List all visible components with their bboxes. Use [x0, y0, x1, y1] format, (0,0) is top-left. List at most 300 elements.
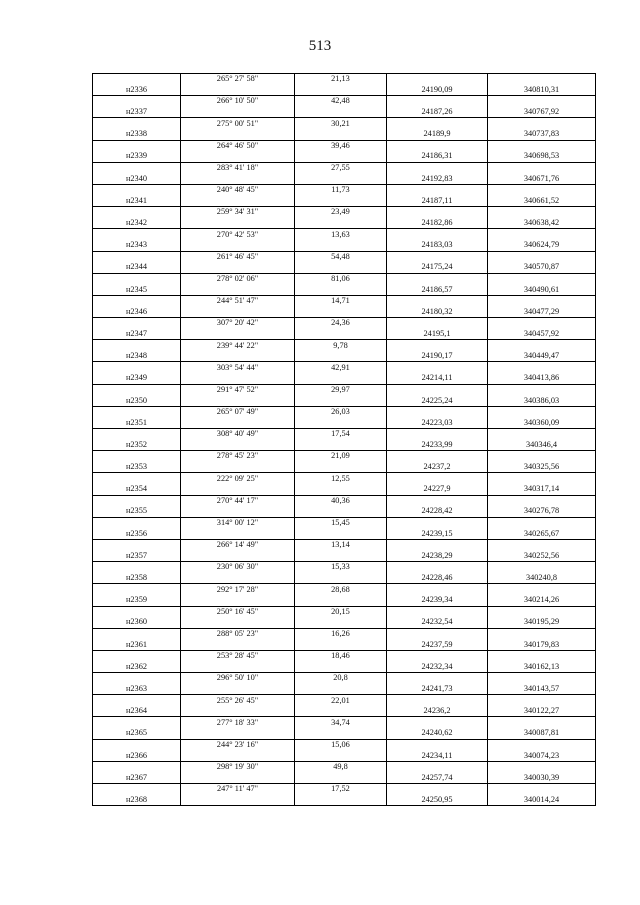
segment-row [93, 495, 596, 506]
empty-cell [387, 606, 488, 617]
empty-cell [181, 129, 295, 140]
coord-y: 340265,67 [488, 528, 596, 539]
coord-y: 340360,09 [488, 417, 596, 428]
empty-cell [295, 395, 387, 406]
empty-cell [488, 451, 596, 462]
empty-cell [387, 251, 488, 262]
empty-cell [295, 373, 387, 384]
point-name: н2362 [93, 661, 181, 672]
point-name: н2358 [93, 573, 181, 584]
empty-cell [387, 118, 488, 129]
empty-cell [488, 384, 596, 395]
coord-x: 24192,83 [387, 173, 488, 184]
empty-cell [295, 151, 387, 162]
empty-cell [387, 761, 488, 772]
direction-angle: 239° 44' 22" [181, 340, 295, 351]
empty-cell [295, 772, 387, 783]
coord-x: 24227,9 [387, 484, 488, 495]
empty-cell [387, 784, 488, 795]
empty-cell [295, 107, 387, 118]
direction-angle: 270° 42' 53" [181, 229, 295, 240]
point-name: н2346 [93, 306, 181, 317]
point-row [93, 329, 596, 340]
point-name: н2355 [93, 506, 181, 517]
empty-cell [181, 506, 295, 517]
coord-x: 24241,73 [387, 684, 488, 695]
empty-cell [93, 761, 181, 772]
coord-y: 340490,61 [488, 284, 596, 295]
empty-cell [488, 74, 596, 85]
page-number: 513 [308, 38, 332, 54]
coord-x: 24232,54 [387, 617, 488, 628]
direction-angle: 222° 09' 25" [181, 473, 295, 484]
segment-length: 14,71 [295, 295, 387, 306]
empty-cell [181, 240, 295, 251]
point-name: н2356 [93, 528, 181, 539]
coord-x: 24190,09 [387, 85, 488, 96]
point-row [93, 684, 596, 695]
point-name: н2349 [93, 373, 181, 384]
direction-angle: 265° 27' 58" [181, 74, 295, 85]
coord-y: 340671,76 [488, 173, 596, 184]
coord-x: 24257,74 [387, 772, 488, 783]
coordinates-table [92, 73, 596, 806]
direction-angle: 266° 10' 50" [181, 96, 295, 107]
empty-cell [93, 695, 181, 706]
point-name: н2364 [93, 706, 181, 717]
coord-y: 340122,27 [488, 706, 596, 717]
segment-row [93, 562, 596, 573]
coord-x: 24239,34 [387, 595, 488, 606]
empty-cell [181, 528, 295, 539]
empty-cell [488, 96, 596, 107]
empty-cell [181, 395, 295, 406]
empty-cell [93, 251, 181, 262]
empty-cell [93, 96, 181, 107]
point-row [93, 85, 596, 96]
empty-cell [181, 196, 295, 207]
point-row [93, 595, 596, 606]
segment-length: 15,06 [295, 739, 387, 750]
empty-cell [387, 162, 488, 173]
empty-cell [488, 784, 596, 795]
empty-cell [93, 451, 181, 462]
segment-length: 16,26 [295, 628, 387, 639]
empty-cell [181, 484, 295, 495]
empty-cell [181, 573, 295, 584]
empty-cell [387, 229, 488, 240]
coord-x: 24183,03 [387, 240, 488, 251]
coord-x: 24237,2 [387, 462, 488, 473]
point-name: н2341 [93, 196, 181, 207]
point-name: н2359 [93, 595, 181, 606]
direction-angle: 250° 16' 45" [181, 606, 295, 617]
empty-cell [93, 539, 181, 550]
point-name: н2352 [93, 440, 181, 451]
point-row [93, 506, 596, 517]
segment-length: 28,68 [295, 584, 387, 595]
direction-angle: 296° 50' 10" [181, 673, 295, 684]
empty-cell [387, 295, 488, 306]
segment-length: 40,36 [295, 495, 387, 506]
empty-cell [387, 584, 488, 595]
empty-cell [488, 273, 596, 284]
direction-angle: 253° 28' 45" [181, 650, 295, 661]
empty-cell [295, 129, 387, 140]
coord-y: 340240,8 [488, 573, 596, 584]
segment-length: 21,13 [295, 74, 387, 85]
point-name: н2367 [93, 772, 181, 783]
segment-row [93, 273, 596, 284]
segment-length: 26,03 [295, 406, 387, 417]
direction-angle: 264° 46' 50" [181, 140, 295, 151]
empty-cell [93, 606, 181, 617]
coord-y: 340162,13 [488, 661, 596, 672]
direction-angle: 244° 23' 16" [181, 739, 295, 750]
segment-length: 11,73 [295, 184, 387, 195]
point-name: н2354 [93, 484, 181, 495]
segment-length: 17,52 [295, 784, 387, 795]
empty-cell [295, 795, 387, 806]
direction-angle: 314° 00' 12" [181, 517, 295, 528]
segment-row [93, 207, 596, 218]
empty-cell [295, 528, 387, 539]
empty-cell [295, 173, 387, 184]
empty-cell [93, 273, 181, 284]
coord-y: 340179,83 [488, 639, 596, 650]
segment-row [93, 539, 596, 550]
coord-x: 24250,95 [387, 795, 488, 806]
segment-length: 20,8 [295, 673, 387, 684]
coord-y: 340624,79 [488, 240, 596, 251]
coord-x: 24187,26 [387, 107, 488, 118]
coord-x: 24187,11 [387, 196, 488, 207]
empty-cell [93, 584, 181, 595]
coord-x: 24239,15 [387, 528, 488, 539]
point-name: н2357 [93, 551, 181, 562]
direction-angle: 261° 46' 45" [181, 251, 295, 262]
segment-row [93, 406, 596, 417]
coord-x: 24234,11 [387, 750, 488, 761]
point-row [93, 218, 596, 229]
segment-row [93, 584, 596, 595]
point-row [93, 173, 596, 184]
segment-length: 42,91 [295, 362, 387, 373]
empty-cell [181, 661, 295, 672]
empty-cell [295, 417, 387, 428]
point-name: н2368 [93, 795, 181, 806]
direction-angle: 291° 47' 52" [181, 384, 295, 395]
coord-x: 24175,24 [387, 262, 488, 273]
segment-length: 20,15 [295, 606, 387, 617]
segment-row [93, 118, 596, 129]
empty-cell [93, 739, 181, 750]
empty-cell [488, 118, 596, 129]
segment-row [93, 650, 596, 661]
point-row [93, 462, 596, 473]
empty-cell [488, 650, 596, 661]
empty-cell [93, 562, 181, 573]
empty-cell [295, 462, 387, 473]
segment-length: 22,01 [295, 695, 387, 706]
empty-cell [93, 673, 181, 684]
empty-cell [295, 639, 387, 650]
empty-cell [93, 717, 181, 728]
empty-cell [93, 650, 181, 661]
point-row [93, 750, 596, 761]
coord-y: 340074,23 [488, 750, 596, 761]
segment-length: 13,14 [295, 539, 387, 550]
coord-y: 340346,4 [488, 440, 596, 451]
segment-row [93, 695, 596, 706]
empty-cell [295, 240, 387, 251]
empty-cell [181, 728, 295, 739]
segment-row [93, 318, 596, 329]
empty-cell [488, 251, 596, 262]
empty-cell [93, 162, 181, 173]
empty-cell [488, 628, 596, 639]
empty-cell [93, 340, 181, 351]
direction-angle: 240° 48' 45" [181, 184, 295, 195]
segment-row [93, 340, 596, 351]
segment-length: 24,36 [295, 318, 387, 329]
empty-cell [93, 473, 181, 484]
direction-angle: 278° 45' 23" [181, 451, 295, 462]
empty-cell [181, 373, 295, 384]
empty-cell [387, 562, 488, 573]
segment-row [93, 384, 596, 395]
empty-cell [181, 284, 295, 295]
point-row [93, 728, 596, 739]
direction-angle: 275° 00' 51" [181, 118, 295, 129]
point-row [93, 284, 596, 295]
point-name: н2366 [93, 750, 181, 761]
segment-length: 39,46 [295, 140, 387, 151]
empty-cell [295, 484, 387, 495]
empty-cell [93, 784, 181, 795]
empty-cell [93, 318, 181, 329]
segment-length: 34,74 [295, 717, 387, 728]
coord-x: 24189,9 [387, 129, 488, 140]
point-row [93, 661, 596, 672]
empty-cell [387, 628, 488, 639]
empty-cell [93, 184, 181, 195]
empty-cell [295, 706, 387, 717]
coord-y: 340767,92 [488, 107, 596, 118]
empty-cell [295, 506, 387, 517]
coord-y: 340143,57 [488, 684, 596, 695]
empty-cell [387, 273, 488, 284]
empty-cell [181, 617, 295, 628]
point-name: н2343 [93, 240, 181, 251]
coord-x: 24228,42 [387, 506, 488, 517]
direction-angle: 255° 26' 45" [181, 695, 295, 706]
coord-y: 340014,24 [488, 795, 596, 806]
point-row [93, 373, 596, 384]
segment-row [93, 74, 596, 85]
point-row [93, 351, 596, 362]
empty-cell [295, 218, 387, 229]
empty-cell [295, 617, 387, 628]
direction-angle: 288° 05' 23" [181, 628, 295, 639]
coord-y: 340276,78 [488, 506, 596, 517]
empty-cell [488, 340, 596, 351]
segment-row [93, 673, 596, 684]
point-row [93, 639, 596, 650]
empty-cell [93, 495, 181, 506]
point-name: н2350 [93, 395, 181, 406]
coord-x: 24238,29 [387, 551, 488, 562]
point-row [93, 196, 596, 207]
direction-angle: 244° 51' 47" [181, 295, 295, 306]
empty-cell [387, 739, 488, 750]
segment-length: 49,8 [295, 761, 387, 772]
segment-length: 42,48 [295, 96, 387, 107]
segment-row [93, 295, 596, 306]
empty-cell [93, 295, 181, 306]
empty-cell [488, 495, 596, 506]
segment-row [93, 784, 596, 795]
empty-cell [488, 295, 596, 306]
empty-cell [181, 772, 295, 783]
coord-y: 340698,53 [488, 151, 596, 162]
coord-x: 24186,57 [387, 284, 488, 295]
point-name: н2347 [93, 329, 181, 340]
segment-length: 21,09 [295, 451, 387, 462]
point-name: н2336 [93, 85, 181, 96]
empty-cell [295, 595, 387, 606]
segment-length: 15,33 [295, 562, 387, 573]
coord-y: 340386,03 [488, 395, 596, 406]
coord-x: 24195,1 [387, 329, 488, 340]
point-row [93, 151, 596, 162]
point-row [93, 617, 596, 628]
empty-cell [387, 406, 488, 417]
empty-cell [488, 584, 596, 595]
coord-y: 340570,87 [488, 262, 596, 273]
coord-y: 340737,83 [488, 129, 596, 140]
empty-cell [181, 351, 295, 362]
point-row [93, 395, 596, 406]
empty-cell [488, 140, 596, 151]
empty-cell [387, 384, 488, 395]
empty-cell [488, 761, 596, 772]
point-row [93, 528, 596, 539]
coord-x: 24228,46 [387, 573, 488, 584]
point-row [93, 772, 596, 783]
direction-angle: 283° 41' 18" [181, 162, 295, 173]
empty-cell [181, 750, 295, 761]
point-row [93, 440, 596, 451]
segment-length: 81,06 [295, 273, 387, 284]
coord-y: 340810,31 [488, 85, 596, 96]
coord-x: 24236,2 [387, 706, 488, 717]
empty-cell [295, 329, 387, 340]
empty-cell [181, 85, 295, 96]
segment-length: 27,55 [295, 162, 387, 173]
empty-cell [387, 318, 488, 329]
point-name: н2365 [93, 728, 181, 739]
empty-cell [295, 750, 387, 761]
empty-cell [295, 440, 387, 451]
segment-length: 15,45 [295, 517, 387, 528]
empty-cell [387, 495, 488, 506]
point-name: н2353 [93, 462, 181, 473]
empty-cell [93, 74, 181, 85]
segment-row [93, 140, 596, 151]
empty-cell [387, 717, 488, 728]
segment-row [93, 184, 596, 195]
coord-x: 24237,59 [387, 639, 488, 650]
empty-cell [387, 362, 488, 373]
coord-x: 24180,32 [387, 306, 488, 317]
segment-length: 30,21 [295, 118, 387, 129]
coord-y: 340252,56 [488, 551, 596, 562]
empty-cell [93, 406, 181, 417]
direction-angle: 247° 11' 47" [181, 784, 295, 795]
coord-x: 24233,99 [387, 440, 488, 451]
empty-cell [488, 695, 596, 706]
point-name: н2361 [93, 639, 181, 650]
segment-row [93, 739, 596, 750]
coord-x: 24214,11 [387, 373, 488, 384]
empty-cell [387, 517, 488, 528]
empty-cell [181, 706, 295, 717]
point-row [93, 706, 596, 717]
empty-cell [387, 673, 488, 684]
coord-y: 340087,81 [488, 728, 596, 739]
empty-cell [488, 517, 596, 528]
segment-row [93, 606, 596, 617]
direction-angle: 277° 18' 33" [181, 717, 295, 728]
empty-cell [488, 207, 596, 218]
coord-y: 340449,47 [488, 351, 596, 362]
segment-row [93, 628, 596, 639]
empty-cell [181, 107, 295, 118]
segment-row [93, 251, 596, 262]
empty-cell [387, 96, 488, 107]
empty-cell [387, 650, 488, 661]
empty-cell [387, 207, 488, 218]
point-row [93, 129, 596, 140]
empty-cell [488, 739, 596, 750]
empty-cell [181, 684, 295, 695]
empty-cell [387, 74, 488, 85]
direction-angle: 266° 14' 49" [181, 539, 295, 550]
direction-angle: 292° 17' 28" [181, 584, 295, 595]
coord-y: 340661,52 [488, 196, 596, 207]
empty-cell [93, 229, 181, 240]
coord-y: 340214,26 [488, 595, 596, 606]
coord-y: 340638,42 [488, 218, 596, 229]
direction-angle: 278° 02' 06" [181, 273, 295, 284]
direction-angle: 270° 44' 17" [181, 495, 295, 506]
segment-length: 23,49 [295, 207, 387, 218]
segment-row [93, 429, 596, 440]
coord-y: 340477,29 [488, 306, 596, 317]
empty-cell [181, 173, 295, 184]
direction-angle: 308° 40' 49" [181, 429, 295, 440]
empty-cell [387, 140, 488, 151]
point-row [93, 551, 596, 562]
empty-cell [93, 118, 181, 129]
empty-cell [181, 417, 295, 428]
segment-row [93, 96, 596, 107]
point-row [93, 417, 596, 428]
empty-cell [295, 262, 387, 273]
empty-cell [488, 362, 596, 373]
empty-cell [181, 262, 295, 273]
